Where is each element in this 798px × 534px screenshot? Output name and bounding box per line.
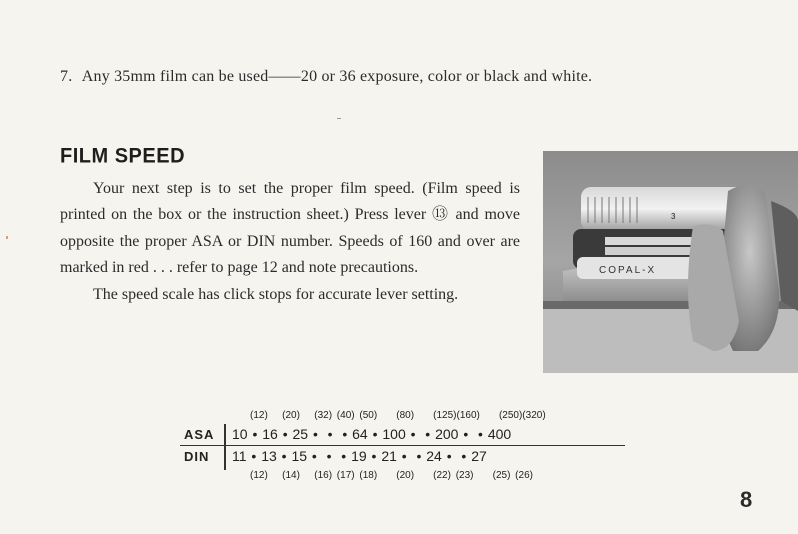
dial-number: 3 (671, 212, 676, 221)
asa-label: ASA (184, 427, 215, 442)
scale-divider-horizontal (180, 445, 625, 446)
asa-top-row (180, 408, 625, 424)
din-bottom-row (180, 468, 625, 484)
asa-values: 10 • 16 • 25 • • • 64 • 100 • • 200 • • 400 (232, 426, 512, 442)
film-speed-scale (180, 408, 625, 484)
camera-lens-photo (543, 151, 798, 373)
page-number: 8 (740, 487, 753, 512)
din-label: DIN (184, 449, 210, 464)
paragraph-click-stops: The speed scale has click stops for accurate lever setting. (93, 285, 459, 303)
item-number: 7. (60, 68, 73, 85)
red-edge-mark (6, 236, 8, 239)
scale-divider-vertical (224, 424, 226, 470)
item-7-sentence: Any 35mm film can be used——20 or 36 exposure, color or black and white. (81, 68, 593, 85)
section-heading: FILM SPEED (60, 144, 186, 168)
din-intermediate-values: (12) (14) (16) (17) (18) (20) (22) (23) (25) (26) (250, 470, 533, 481)
copal-label: COPAL-X (599, 265, 657, 276)
asa-row (180, 424, 625, 446)
din-row (180, 446, 625, 468)
paragraph-film-speed: Your next step is to set the proper film speed. (Film speed is printed on the box or the instruction sheet.) Press lever ⑬ and move opposite the proper ASA or DIN number. Speeds of 160 and over are marked in red . . . refer to page 12 and note precautions. (60, 180, 520, 277)
asa-intermediate-values: (12) (20) (32) (40) (50) (80) (125)(160) (250)(320) (250, 410, 546, 421)
section-body (60, 176, 520, 308)
item-7-text (60, 68, 592, 86)
din-values: 11 • 13 • 15 • • • 19 • 21 • • 24 • • 27 (232, 448, 487, 464)
small-mark (337, 118, 341, 119)
